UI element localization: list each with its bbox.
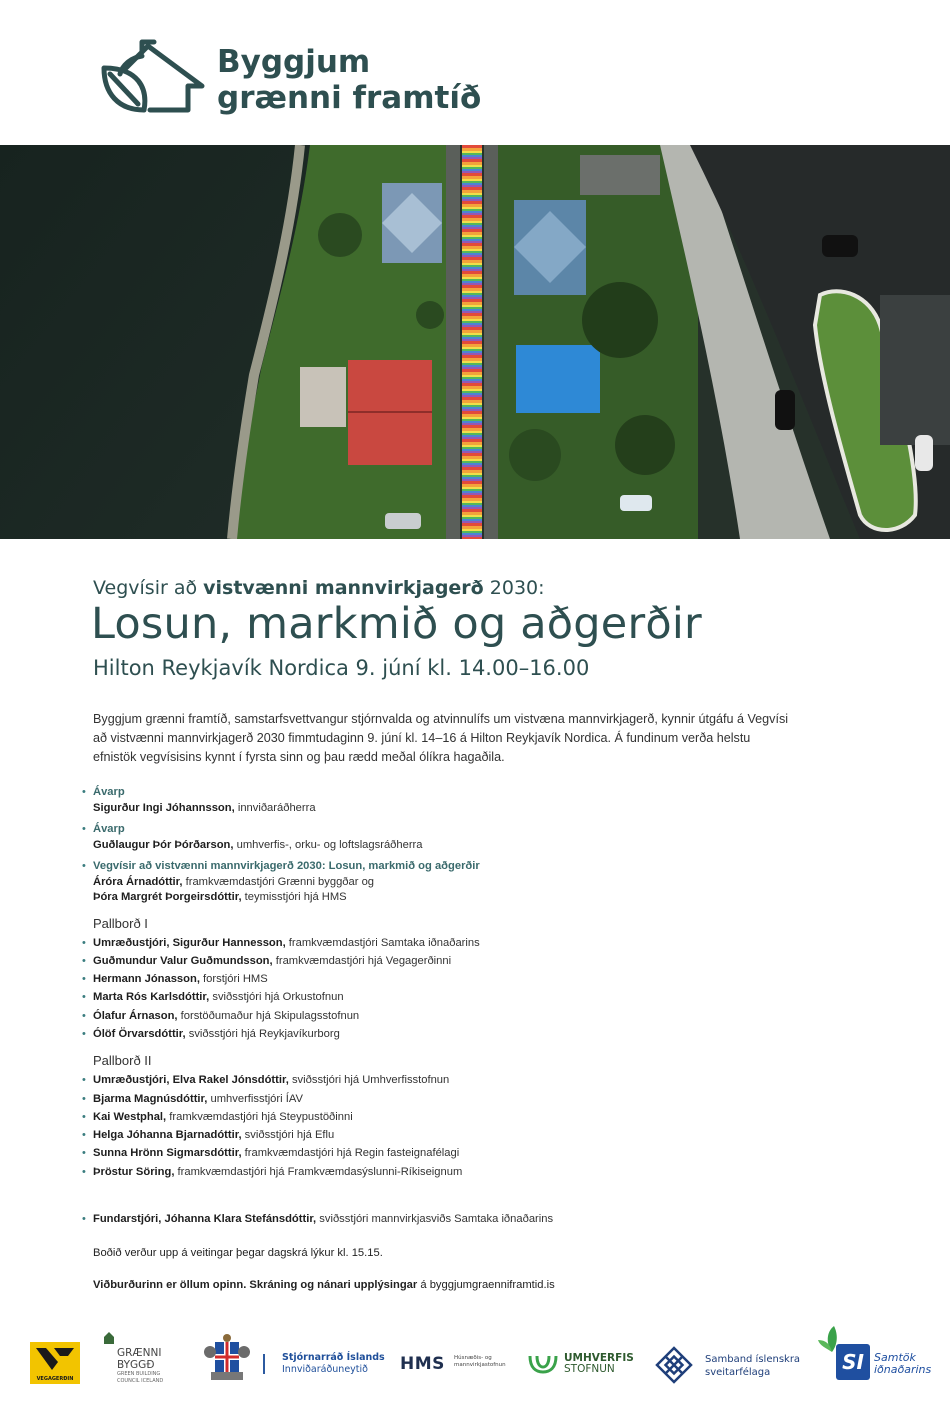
graenni-byggd-logo [103,1330,173,1390]
member-name: Bjarma Magnúsdóttir, [93,1092,208,1105]
panel-2 [82,1053,882,1181]
panel-member [82,1090,882,1108]
member-role: sviðsstjóri hjá Eflu [241,1129,335,1142]
bullet-icon: • [82,1092,86,1105]
bullet-icon: • [82,1147,86,1160]
program [82,785,882,1181]
aerial-photo [0,145,950,539]
samband-knot-icon [655,1346,693,1384]
member-role: framkvæmdastjóri hjá Vegagerðinni [272,954,452,967]
panel-member [82,988,882,1006]
panel-member [82,1126,882,1144]
program-item-head: Ávarp [93,786,125,798]
panel-1 [82,916,882,1044]
panel-member [82,952,882,970]
bullet-icon: • [82,1129,86,1142]
subtitle-kicker [93,577,545,599]
speaker-name: Þóra Margrét Þorgeirsdóttir, [93,891,242,903]
header [0,0,950,145]
bullet-icon: • [82,1027,86,1040]
house-leaf-icon [98,38,210,118]
samtok-idnadarins-logo [818,1324,938,1388]
vegagerdin-label: VEGAGERÐIN [36,1376,74,1382]
hms-logo [400,1354,520,1378]
program-item [82,859,882,906]
member-role: framkvæmdastjóri hjá Framkvæmdasýslunni-Ríkiseignum [174,1165,463,1178]
bullet-icon: • [82,1165,86,1178]
bullet-icon: • [82,1074,86,1087]
member-role: framkvæmdastjóri Samtaka iðnaðarins [285,936,480,949]
panel-member [82,1071,882,1089]
speaker-role: innviðaráðherra [234,801,316,814]
kicker-bold: vistvænni mannvirkjagerð [203,577,484,599]
bullet-icon: • [82,823,86,835]
samband-line-2: sveitarfélaga [705,1367,771,1378]
speaker-role: teymisstjóri hjá HMS [241,891,347,903]
hms-sub-1: Húsnæðis- og [454,1355,492,1361]
kicker-post: 2030: [483,577,545,599]
panel-member [82,1144,882,1162]
panel-2-title: Pallborð II [93,1053,152,1069]
member-name: Ólafur Árnason, [93,1009,178,1022]
member-name: Kai Westphal, [93,1110,167,1123]
chair-name: Fundarstjóri, Jóhanna Klara Stefánsdóttir, [93,1213,317,1225]
hms-label: HMS [400,1354,445,1374]
bullet-icon: • [82,991,86,1004]
speaker-role: framkvæmdastjóri Grænni byggðar og [182,875,375,888]
graenni-line-1: GRÆNNI [117,1347,162,1359]
member-name: Hermann Jónasson, [93,973,200,986]
chair-role: sviðsstjóri mannvirkjasviðs Samtaka iðnaðarins [316,1213,554,1225]
samband-logo [655,1346,805,1384]
program-item [82,822,882,853]
si-line-2: iðnaðarins [874,1363,932,1376]
si-badge: SI [836,1344,870,1380]
umhverfisstofnun-logo [528,1352,638,1378]
stjornarrad-line-2: Innviðaráðuneytið [282,1364,368,1375]
member-role: sviðsstjóri hjá Umhverfisstofnun [288,1074,450,1087]
chair [82,1212,882,1228]
graenni-line-4: COUNCIL ICELAND [117,1378,164,1384]
graenni-line-3: GREEN BUILDING [117,1371,161,1377]
member-role: forstöðumaður hjá Skipulagsstofnun [177,1009,360,1022]
panel-1-title: Pallborð I [93,915,148,931]
program-item-head: Ávarp [93,823,125,835]
panel-member [82,970,882,988]
bullet-icon: • [82,954,86,967]
member-name: Umræðustjóri, Sigurður Hannesson, [93,936,286,949]
panel-member [82,1108,882,1126]
samband-line-1: Samband íslenskra [705,1354,801,1365]
sponsor-logos [0,1320,950,1400]
refreshments-note: Boðið verður upp á veitingar þegar dagskrá lýkur kl. 15.15. [93,1247,383,1259]
vegagerdin-logo [30,1342,80,1384]
member-role: umhverfisstjóri ÍAV [207,1092,303,1105]
panel-member [82,1025,882,1043]
divider [263,1354,265,1374]
member-name: Þröstur Söring, [93,1165,175,1178]
member-role: framkvæmdastjóri hjá Steypustöðinni [166,1110,353,1123]
bullet-icon: • [82,1110,86,1123]
ust-line-2: STOFNUN [564,1363,615,1375]
bullet-icon: • [82,860,86,872]
member-name: Helga Jóhanna Bjarnadóttir, [93,1129,242,1142]
member-role: framkvæmdastjóri hjá Regin fasteignafélagi [241,1147,460,1160]
open-note-bold: Viðburðurinn er öllum opinn. Skráning og nánari upplýsingar [93,1279,418,1291]
speaker-name: Áróra Árnadóttir, [93,875,183,888]
open-note [93,1279,555,1291]
member-name: Ólöf Örvarsdóttir, [93,1027,186,1040]
member-name: Guðmundur Valur Guðmundsson, [93,954,273,967]
chair-line [82,1212,882,1228]
program-item [82,785,882,816]
member-role: forstjóri HMS [199,973,268,986]
bullet-icon: • [82,1213,86,1225]
graenni-house-icon [103,1331,115,1345]
bullet-icon: • [82,973,86,986]
member-role: sviðsstjóri hjá Orkustofnun [209,991,344,1004]
logo-line-2: grænni framtíð [217,80,482,116]
aerial-photo-illustration [0,145,950,539]
ust-line-1: UMHVERFIS [564,1352,634,1364]
member-role: sviðsstjóri hjá Reykjavíkurborg [185,1027,340,1040]
graenni-line-2: BYGGÐ [117,1359,155,1371]
panel-member [82,1007,882,1025]
member-name: Umræðustjóri, Elva Rakel Jónsdóttir, [93,1074,289,1087]
logo-line-1: Byggjum [217,44,371,80]
hms-sub-2: mannvirkjastofnun [454,1362,506,1368]
speaker-role: umhverfis-, orku- og loftslagsráðherra [233,838,423,851]
speaker-name: Guðlaugur Þór Þórðarson, [93,838,234,851]
kicker-pre: Vegvísir að [93,577,204,599]
logo-wordmark [217,44,481,116]
stjornarrad-logo [282,1352,392,1376]
coat-of-arms-icon [203,1332,251,1388]
panel-member [82,934,882,952]
stjornarrad-line-1: Stjórnarráð Íslands [282,1352,385,1363]
vegagerdin-mark-icon [30,1342,80,1376]
speaker-name: Sigurður Ingi Jóhannsson, [93,801,235,814]
program-item-head: Vegvísir að vistvænni mannvirkjagerð 2030: Losun, markmið og aðgerðir [93,860,480,872]
si-line-1: Samtök [874,1351,916,1364]
member-name: Marta Rós Karlsdóttir, [93,991,210,1004]
intro-paragraph: Byggjum grænni framtíð, samstarfsvettvangur stjórnvalda og atvinnulífs um vistvæna mannvirkjagerð, kynnir útgáfu á Vegvísi að vistvænni mannvirkjagerð 2030 fimmtudaginn 9. júní kl. 14–16 á Hilton Reykjavík Nordica. Á fundinum verða helstu efnistök vegvísisins kynnt í fyrsta sinn og þau rædd meðal ólíkra hagaðila. [93,712,789,764]
umhverfisstofnun-mark-icon [528,1352,558,1374]
member-name: Sunna Hrönn Sigmarsdóttir, [93,1147,242,1160]
bullet-icon: • [82,1009,86,1022]
panel-member [82,1163,882,1181]
website-link[interactable]: á byggjumgraenniframtid.is [417,1279,555,1291]
venue-date: Hilton Reykjavík Nordica 9. júní kl. 14.00–16.00 [93,656,590,680]
bullet-icon: • [82,786,86,798]
bullet-icon: • [82,936,86,949]
page-title: Losun, markmið og aðgerðir [91,599,702,649]
